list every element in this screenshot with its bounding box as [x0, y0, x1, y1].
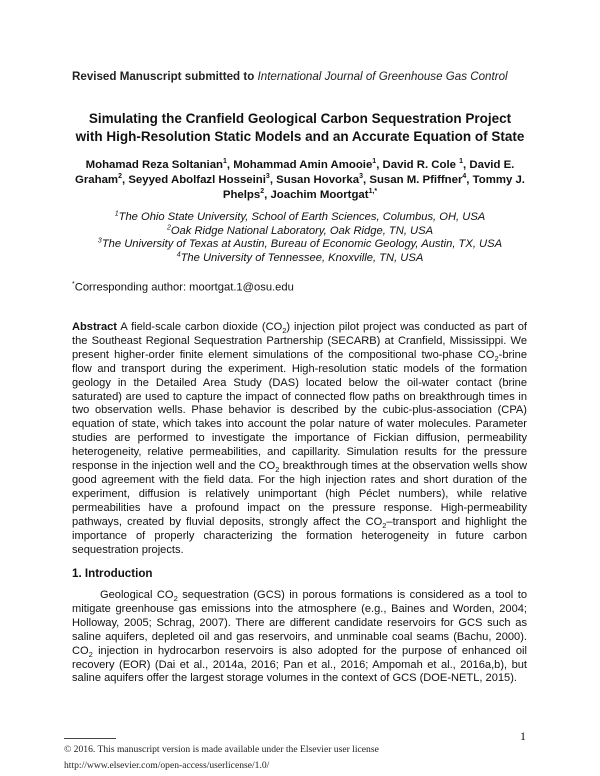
author: Mohammad Amin Amooie$^1$, — [233, 158, 383, 171]
page-number: 1 — [520, 729, 526, 743]
journal-name: International Journal of Greenhouse Gas Control — [257, 70, 508, 83]
author: Susan M. Pfiffner$^4$, — [369, 173, 473, 186]
author: Susan Hovorka$^3$, — [276, 173, 370, 186]
author: David R. Cole $^1$, — [382, 158, 470, 171]
license-line: © 2016. This manuscript version is made available under the Elsevier user license — [64, 744, 379, 755]
title-line-1: Simulating the Cranfield Geological Carbon Sequestration Project — [88, 111, 512, 126]
header-prefix: Revised Manuscript submitted to — [72, 70, 255, 83]
corresponding-author: *Corresponding author: moortgat.1@osu.edu — [72, 281, 294, 294]
abstract-label: Abstract — [72, 321, 118, 333]
license-notice — [64, 742, 379, 774]
author: David E. Graham$^2$, — [75, 159, 515, 186]
affiliation: $^3$The University of Texas at Austin, Bureau of Economic Geology, Austin, TX, USA — [97, 237, 503, 251]
section-heading-introduction: 1. Introduction — [72, 567, 153, 580]
affiliation: $^2$Oak Ridge National Laboratory, Oak Ridge, TN, USA — [166, 223, 434, 237]
author: Tommy J. Phelps$^2$, — [222, 174, 525, 201]
author: Seyyed Abolfazl Hosseini$^3$, — [128, 173, 277, 186]
author: Joachim Moortgat$^{1,*}$ — [270, 188, 378, 201]
footnote-divider — [64, 738, 116, 739]
license-url[interactable]: http://www.elsevier.com/open-access/userlicense/1.0/ — [64, 760, 270, 771]
paper-title — [60, 110, 540, 146]
title-line-2: with High-Resolution Static Models and an Accurate Equation of State — [75, 129, 525, 144]
affiliation-list — [70, 211, 530, 265]
author-list — [70, 158, 530, 203]
abstract-paragraph: Abstract A field-scale carbon dioxide $(CO_2)$ injection pilot project was conducted as part of the Southeast Regional Sequestration Partnership (SECARB) at Cranfield, Mississippi. We present higher-order finite element simulations of the compositional two-phase $CO_2$-brine flow and transport during the experiment. High-resolution static models of the formation geology in the Detailed Area Study (DAS) located below the oil-water contact (brine saturated) are used to capture the impact of connected flow paths on breakthrough times in two observation wells. Phase behavior is described by the cubic-plus-association (CPA) equation of state, which takes into account the polar nature of water molecules. Parameter studies are performed to investigate the importance of Fickian diffusion, permeability heterogeneity, relative permeabilities, and capillarity. Simulation results for the pressure response in the injection well and the $CO_2$ breakthrough times at the observation wells show good agreement with the field data. For the high injection rates and short duration of the experiment, diffusion is relatively unimportant (high Péclet numbers), while relative permeabilities have a profound impact on the pressure response. High-permeability pathways, created by fluvial deposits, strongly affect the $CO_2$–transport and highlight the importance of properly characterizing the formation heterogeneity in future carbon sequestration projects. — [72, 321, 527, 556]
author: Mohamad Reza Soltanian$^1$, — [85, 158, 234, 171]
introduction-paragraph: Geological $CO_2$ sequestration (GCS) in porous formations is considered as a tool to mitigate greenhouse gas emissions into the atmosphere (e.g., Baines and Worden, 2004; Holloway, 2005; Schrag, 2007). There are different candidate reservoirs for GCS such as saline aquifers, depleted oil and gas reservoirs, and unminable coal seams (Bachu, 2000). $CO_2$ injection in hydrocarbon reservoirs is also adopted for the purpose of enhanced oil recovery (EOR) (Dai et al., 2014a, 2016; Pan et al., 2016; Ampomah et al., 2016a,b), but saline aquifers offer the largest storage volumes in the context of GCS (DOE-NETL, 2015). — [72, 589, 527, 685]
manuscript-header — [72, 70, 542, 83]
affiliation: $^4$The University of Tennessee, Knoxville, TN, USA — [176, 251, 424, 264]
affiliation: $^1$The Ohio State University, School of Earth Sciences, Columbus, OH, USA — [114, 210, 486, 223]
